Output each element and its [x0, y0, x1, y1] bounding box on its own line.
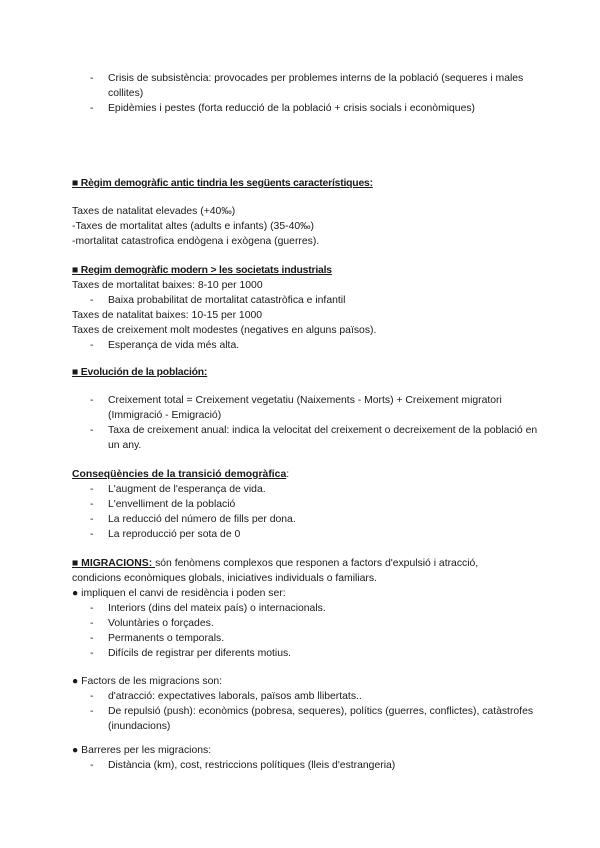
modern-section	[72, 263, 537, 353]
list-item-text: La reducció del número de fills per dona.	[108, 514, 296, 525]
list-item-text: d'atracció: expectatives laborals, països amb llibertats..	[108, 691, 362, 702]
antic-line: Taxes de natalitat elevades (+40‰)	[72, 206, 236, 217]
list-item-text: L'augment de l'esperança de vida.	[108, 484, 266, 495]
evolucion-list	[72, 393, 537, 453]
list-item	[72, 689, 537, 704]
migracions-bullet: ● Factors de les migracions son:	[72, 676, 223, 687]
list-item-text: Baixa probabilitat de mortalitat catastròfica e infantil	[108, 295, 346, 306]
migracions-bullet: ● Barreres per les migracions:	[72, 745, 212, 756]
list-item-text: Taxa de creixement anual: indica la velocitat del creixement o decreixement de la població en un any.	[108, 425, 538, 451]
list-item	[72, 497, 537, 512]
list-item-text: Difícils de registrar per diferents motius.	[108, 648, 292, 659]
antic-lines	[72, 204, 537, 249]
evolucion-section	[72, 365, 537, 380]
dash-marker: -	[90, 603, 94, 614]
dash-marker: -	[90, 529, 94, 540]
list-item-text: Crisis de subsistència: provocades per problemes interns de la població (sequeres i males collites)	[108, 73, 524, 99]
list-item	[72, 646, 537, 661]
list-item-text: Distància (km), cost, restriccions polítiques (lleis d'estrangeria)	[108, 760, 396, 771]
list-item-text: Epidèmies i pestes (forta reducció de la població + crisis socials i econòmiques)	[108, 103, 476, 114]
consequencies-heading: Conseqüències de la transició demogràfica	[72, 469, 287, 480]
migracions-barriers-list	[72, 758, 537, 773]
list-item	[72, 704, 537, 734]
dash-marker: -	[90, 514, 94, 525]
list-item	[72, 631, 537, 646]
list-item-text: Esperança de vida més alta.	[108, 340, 240, 351]
dash-marker: -	[90, 425, 94, 436]
dash-marker: -	[90, 648, 94, 659]
dash-marker: -	[90, 691, 94, 702]
dash-marker: -	[90, 484, 94, 495]
antic-line: -mortalitat catastrofica endògena i exògena (guerres).	[72, 236, 320, 247]
consequencies-list	[72, 482, 537, 542]
migracions-heading: ■ MIGRACIONS:	[72, 558, 156, 569]
list-item-text: Voluntàries o forçades.	[108, 618, 214, 629]
migracions-section	[72, 556, 537, 661]
dash-marker: -	[90, 395, 94, 406]
migracions-intro-line-2: condicions econòmiques globals, iniciatives individuals o familiars.	[72, 573, 377, 584]
list-item-text: Creixement total = Creixement vegetatiu (Naixements - Morts) + Creixement migratori (Immigració - Emigració)	[108, 395, 502, 421]
list-item	[72, 482, 537, 497]
list-item	[72, 527, 537, 542]
dash-marker: -	[90, 295, 94, 306]
consequencies-section	[72, 467, 537, 542]
list-item-text: Permanents o temporals.	[108, 633, 225, 644]
list-item-text: Interiors (dins del mateix país) o internacionals.	[108, 603, 326, 614]
list-item	[72, 601, 537, 616]
dash-marker: -	[90, 760, 94, 771]
modern-line: Taxes de creixement molt modestes (negatives en alguns països).	[72, 325, 377, 336]
migracions-factors-list	[72, 689, 537, 734]
dash-marker: -	[90, 103, 94, 114]
modern-line: Taxes de natalitat baixes: 10-15 per 1000	[72, 310, 263, 321]
dash-marker: -	[90, 340, 94, 351]
dash-marker: -	[90, 499, 94, 510]
migracions-bullet: ● impliquen el canvi de residència i poden ser:	[72, 588, 286, 599]
dash-marker: -	[90, 633, 94, 644]
list-item	[72, 293, 537, 308]
dash-marker: -	[90, 73, 94, 84]
list-item-text: L'envelliment de la població	[108, 499, 236, 510]
list-item	[72, 393, 537, 423]
modern-heading: ■ Regim demogràfic modern > les societats industrials	[72, 265, 332, 276]
modern-list-1	[72, 293, 537, 308]
consequencies-heading-line	[72, 467, 537, 482]
list-item	[72, 423, 537, 453]
list-item	[72, 758, 537, 773]
modern-line: Taxes de mortalitat baixes: 8-10 per 1000	[72, 280, 263, 291]
migracions-factors-block	[72, 674, 537, 734]
dash-marker: -	[90, 706, 94, 717]
migracions-types-list	[72, 601, 537, 661]
evolucion-list-block	[72, 393, 537, 453]
list-item	[72, 338, 537, 353]
crisis-list-block	[72, 71, 537, 116]
consequencies-colon: :	[286, 469, 290, 480]
evolucion-heading: ■ Evolución de la población:	[72, 367, 208, 378]
dash-marker: -	[90, 618, 94, 629]
list-item-text: De repulsió (push): econòmics (pobresa, sequeres), polítics (guerres, conflictes), catàstrofes (inundacions)	[108, 706, 534, 732]
list-item	[72, 512, 537, 527]
antic-heading: ■ Règim demogràfic antic tindria les següents característiques:	[72, 178, 373, 189]
migracions-barriers-block	[72, 743, 537, 773]
list-item	[72, 616, 537, 631]
antic-line: -Taxes de mortalitat altes (adults e infants) (35-40‰)	[72, 221, 314, 232]
antic-section	[72, 176, 537, 191]
list-item-text: La reproducció per sota de 0	[108, 529, 241, 540]
migracions-intro-text: són fenòmens complexos que responen a factors d'expulsió i atracció,	[155, 558, 479, 569]
crisis-list	[72, 71, 537, 116]
list-item	[72, 101, 537, 116]
migracions-intro-line	[72, 556, 537, 571]
modern-list-2	[72, 338, 537, 353]
list-item	[72, 71, 537, 101]
